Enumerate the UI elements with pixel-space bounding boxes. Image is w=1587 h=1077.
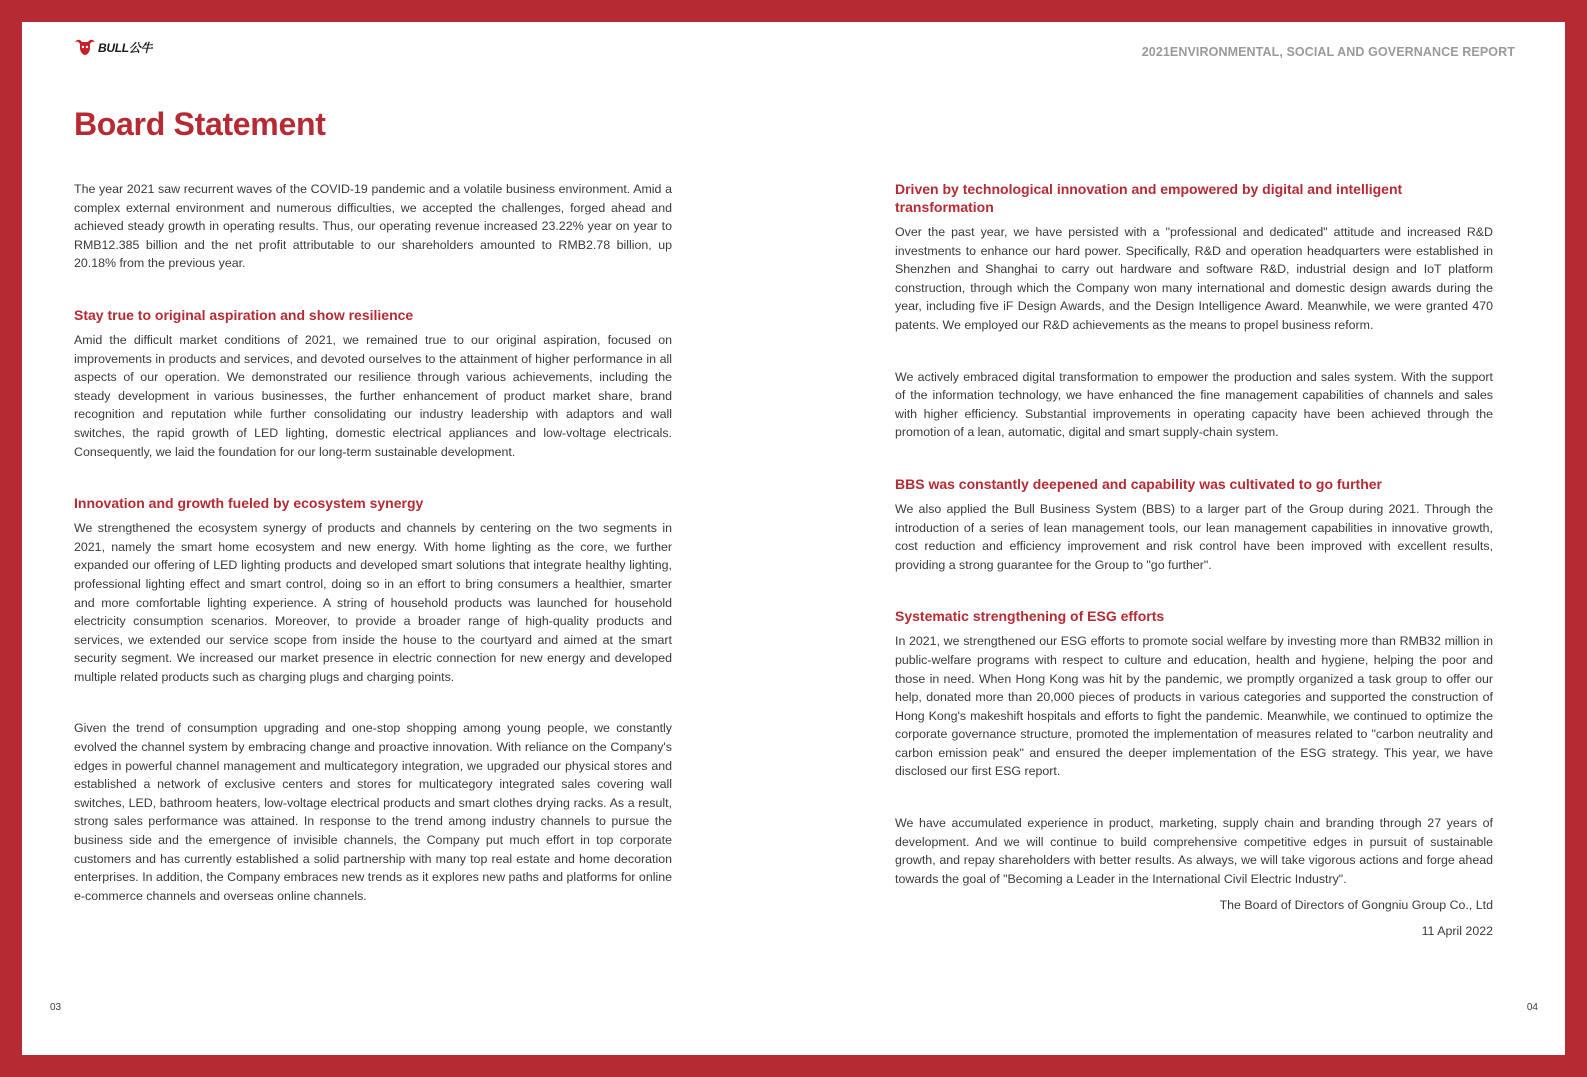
page-title: Board Statement	[74, 106, 326, 142]
section-heading-ecosystem: Innovation and growth fueled by ecosystem synergy	[74, 495, 424, 512]
page-number-right: 04	[1526, 1002, 1538, 1013]
statement-date: 11 April 2022	[1421, 924, 1493, 939]
section-body-esg-2: We have accumulated experience in product, marketing, supply chain and branding through 27 years of development. And we will continue to build comprehensive competitive edges in pursuit of sustainable growth, and repay shareholders with better results. As always, we will take vigorous actions and forge ahead towards the goal of "Becoming a Leader in the International Civil Electric Industry".	[895, 816, 1493, 886]
section-heading-technology: Driven by technological innovation and empowered by digital and intelligent transformation	[895, 181, 1403, 215]
section-heading-resilience: Stay true to original aspiration and show resilience	[74, 306, 414, 323]
document-page	[22, 22, 1565, 1055]
section-body-bbs: We also applied the Bull Business System (BBS) to a larger part of the Group during 2021. Through the introduction of a series of lean management tools, our lean management capabilities in innovative growth, cost reduction and efficiency improvement and risk control have been improved with excellent results, providing a strong guarantee for the Group to "go further".	[895, 501, 1493, 572]
report-title: 2021ENVIRONMENTAL, SOCIAL AND GOVERNANCE REPORT	[1141, 45, 1515, 59]
left-column	[74, 180, 672, 905]
logo-text: BULL公牛	[98, 40, 153, 55]
section-body-ecosystem-1: We strengthened the ecosystem synergy of products and channels by centering on the two segments in 2021, namely the smart home ecosystem and new energy. With home lighting as the core, we further expanded our offering of LED lighting products and developed smart solutions that integrate healthy lighting, professional lighting effect and smart control, doing so in an effort to bring consumers a healthier, smarter and more comfortable lighting experience. A string of household products was launched for household electricity consumption scenarios. Moreover, to provide a broader range of high-quality products and services, we extended our service scope from inside the house to the courtyard and aimed at the smart security segment. We increased our market presence in electric connection for new energy and developed multiple related products such as charging plugs and charging points.	[74, 521, 672, 684]
section-heading-esg: Systematic strengthening of ESG efforts	[895, 608, 1165, 625]
section-body-technology-2: We actively embraced digital transformation to empower the production and sales system. With the support of the information technology, we have enhanced the fine management capabilities of channels and sales with higher efficiency. Substantial improvements in operating capacity have been achieved through the promotion of a lean, automatic, digital and smart supply-chain system.	[895, 369, 1493, 440]
section-body-resilience: Amid the difficult market conditions of 2021, we remained true to our original aspiration, focused on improvements in products and services, and devoted ourselves to the attainment of higher performance in all aspects of our operation. We demonstrated our resilience through various achievements, including the steady development in various businesses, the further enhancement of product market share, brand recognition and reputation while further consolidating our industry leadership with adaptors and wall switches, the rapid growth of LED lighting, domestic electrical appliances and low-voltage electricals. Consequently, we laid the foundation for our long-term sustainable development.	[74, 332, 672, 459]
section-body-ecosystem-2: Given the trend of consumption upgrading and one-stop shopping among young people, we constantly evolved the channel system by embracing change and proactive innovation. With reliance on the Company's edges in powerful channel management and multicategory integration, we upgraded our physical stores and established a network of exclusive centers and stores for multicategory integrated sales covering wall switches, LED, bathroom heaters, low-voltage electrical products and smart clothes drying racks. As a result, strong sales performance was attained. In response to the trend among industry channels to pursue the business side and the emergence of invisible channels, the Company put much effort in top corporate customers and has currently established a solid partnership with many top real estate and home decoration enterprises. In addition, the Company embraces new trends as it explores new paths and platforms for online e-commerce channels and overseas online channels.	[74, 721, 672, 903]
company-logo	[74, 38, 152, 56]
right-column	[895, 180, 1493, 940]
intro-paragraph: The year 2021 saw recurrent waves of the COVID-19 pandemic and a volatile business environment. Amid a complex external environment and numerous difficulties, we accepted the challenges, forged ahead and achieved steady growth in operating results. Thus, our operating revenue increased 23.22% year on year to RMB12.385 billion and the net profit attributable to our shareholders amounted to RMB2.78 billion, up 20.18% from the previous year.	[74, 182, 672, 271]
signature: The Board of Directors of Gongniu Group Co., Ltd	[1219, 898, 1493, 913]
section-heading-bbs: BBS was constantly deepened and capability was cultivated to go further	[895, 475, 1382, 492]
section-body-esg-1: In 2021, we strengthened our ESG efforts to promote social welfare by investing more than RMB32 million in public-welfare programs with respect to culture and education, health and hygiene, helping the poor and those in need. When Hong Kong was hit by the pandemic, we promptly organized a task group to offer our help, donated more than 20,000 pieces of products in various categories and supported the construction of Hong Kong's makeshift hospitals and efforts to fight the pandemic. Meanwhile, we continued to optimize the corporate governance structure, promoted the implementation of measures related to "carbon neutrality and carbon emission peak" and ensured the deeper implementation of the ESG strategy. This year, we have disclosed our first ESG report.	[895, 634, 1493, 779]
bull-logo-icon	[74, 38, 96, 56]
page-number-left: 03	[50, 1002, 62, 1013]
section-body-technology-1: Over the past year, we have persisted with a "professional and dedicated" attitude and increased R&D investments to enhance our hard power. Specifically, R&D and operation headquarters were established in Shenzhen and Shanghai to carry out hardware and software R&D, industrial design and IoT platform construction, through which the Company won many international and domestic design awards during the year, including five iF Design Awards, and the Design Intelligence Award. Meanwhile, we were granted 470 patents. We employed our R&D achievements as the means to propel business reform.	[895, 225, 1493, 332]
